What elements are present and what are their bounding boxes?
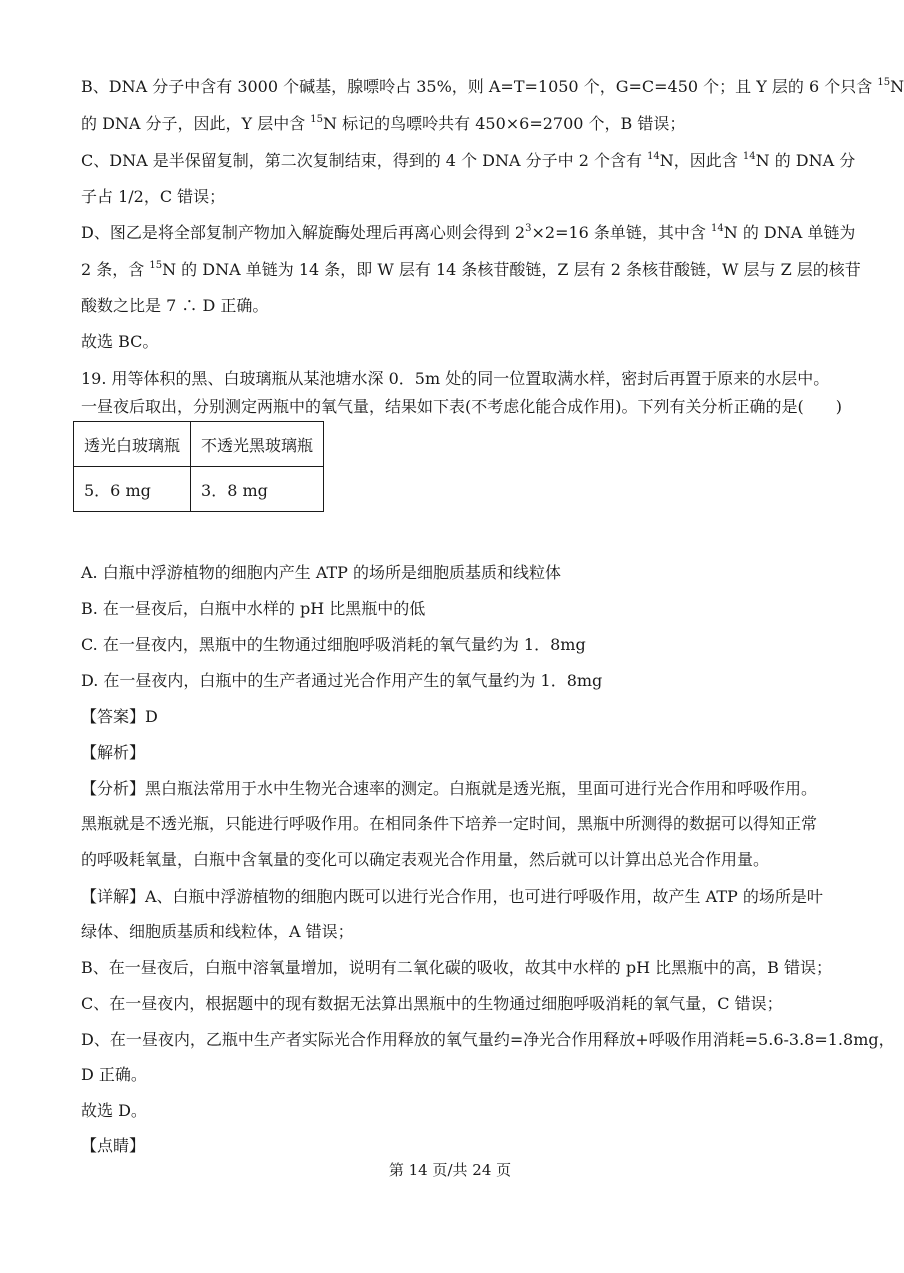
option-a: A. 白瓶中浮游植物的细胞内产生 ATP 的场所是细胞质基质和线粒体 [81, 563, 562, 582]
text-line: 2 条，含 $^{15}$N 的 DNA 单链为 14 条，即 W 层有 14 条核苷酸链，Z 层有 2 条核苷酸链，W 层与 Z 层的核苷 [81, 260, 861, 279]
analysis-text: 黑瓶就是不透光瓶，只能进行呼吸作用。在相同条件下培养一定时间，黑瓶中所测得的数据可以得知正常 [81, 814, 818, 833]
question-19-stem: 19. 用等体积的黑、白玻璃瓶从某池塘水深 0．5m 处的同一位置取满水样，密封后再置于原来的水层中。 [81, 369, 830, 388]
detail-text: 【详解】A、白瓶中浮游植物的细胞内既可以进行光合作用，也可进行呼吸作用，故产生 ATP 的场所是叶 [81, 887, 823, 906]
detail-text: C、在一昼夜内，根据题中的现有数据无法算出黑瓶中的生物通过细胞呼吸消耗的氧气量，C 错误； [81, 994, 783, 1013]
oxygen-table [73, 421, 324, 512]
detail-text: B、在一昼夜后，白瓶中溶氧量增加，说明有二氧化碳的吸收，故其中水样的 pH 比黑瓶中的高，B 错误； [81, 958, 832, 977]
option-b: B. 在一昼夜后，白瓶中水样的 pH 比黑瓶中的低 [81, 599, 426, 618]
detail-text: D、在一昼夜内，乙瓶中生产者实际光合作用释放的氧气量约=净光合作用释放+呼吸作用消耗=5.6-3.8=1.8mg， [81, 1030, 895, 1049]
text-line: B、DNA 分子中含有 3000 个碱基，腺嘌呤占 35%，则 A=T=1050 个，G=C=450 个；且 Y 层的 6 个只含 $^{15}$N [81, 77, 904, 96]
option-c: C. 在一昼夜内，黑瓶中的生物通过细胞呼吸消耗的氧气量约为 1．8mg [81, 635, 586, 654]
detail-text: 绿体、细胞质基质和线粒体，A 错误； [81, 922, 354, 941]
analysis-text: 【分析】黑白瓶法常用于水中生物光合速率的测定。白瓶就是透光瓶，里面可进行光合作用和呼吸作用。 [81, 779, 818, 798]
text-line: 子占 1/2，C 错误； [81, 187, 226, 206]
text-line: 酸数之比是 7 ∴ D 正确。 [81, 296, 269, 315]
text-line: 的 DNA 分子，因此，Y 层中含 $^{15}$N 标记的鸟嘌呤共有 450×6=2700 个，B 错误； [81, 114, 686, 133]
text-line: 故选 BC。 [81, 332, 159, 351]
table-header-cell: 不透光黑玻璃瓶 [191, 422, 324, 467]
table-cell: 3．8 mg [191, 467, 324, 512]
table-header-cell: 透光白玻璃瓶 [74, 422, 191, 467]
text-line: D、图乙是将全部复制产物加入解旋酶处理后再离心则会得到 $2^3\times 2=16$ 条单链，其中含 $^{14}$N 的 DNA 单链为 [81, 223, 856, 242]
analysis-heading: 【解析】 [81, 743, 146, 762]
analysis-text: 的呼吸耗氧量，白瓶中含氧量的变化可以确定表观光合作用量，然后就可以计算出总光合作用量。 [81, 850, 770, 869]
page-footer: 第 14 页/共 24 页 [388, 1161, 512, 1179]
text-line: C、DNA 是半保留复制，第二次复制结束，得到的 4 个 DNA 分子中 2 个含有 $^{14}$N，因此含 $^{14}$N 的 DNA 分 [81, 151, 856, 170]
dianjing-heading: 【点睛】 [81, 1136, 146, 1155]
detail-text: 故选 D。 [81, 1101, 147, 1120]
answer-label: 【答案】D [81, 707, 158, 726]
table-row [74, 422, 324, 467]
question-19-stem: 一昼夜后取出，分别测定两瓶中的氧气量，结果如下表(不考虑化能合成作用)。下列有关分析正确的是( ) [81, 397, 842, 416]
detail-text: D 正确。 [81, 1065, 147, 1084]
table-cell: 5．6 mg [74, 467, 191, 512]
table-row [74, 467, 324, 512]
option-d: D. 在一昼夜内，白瓶中的生产者通过光合作用产生的氧气量约为 1．8mg [81, 671, 603, 690]
